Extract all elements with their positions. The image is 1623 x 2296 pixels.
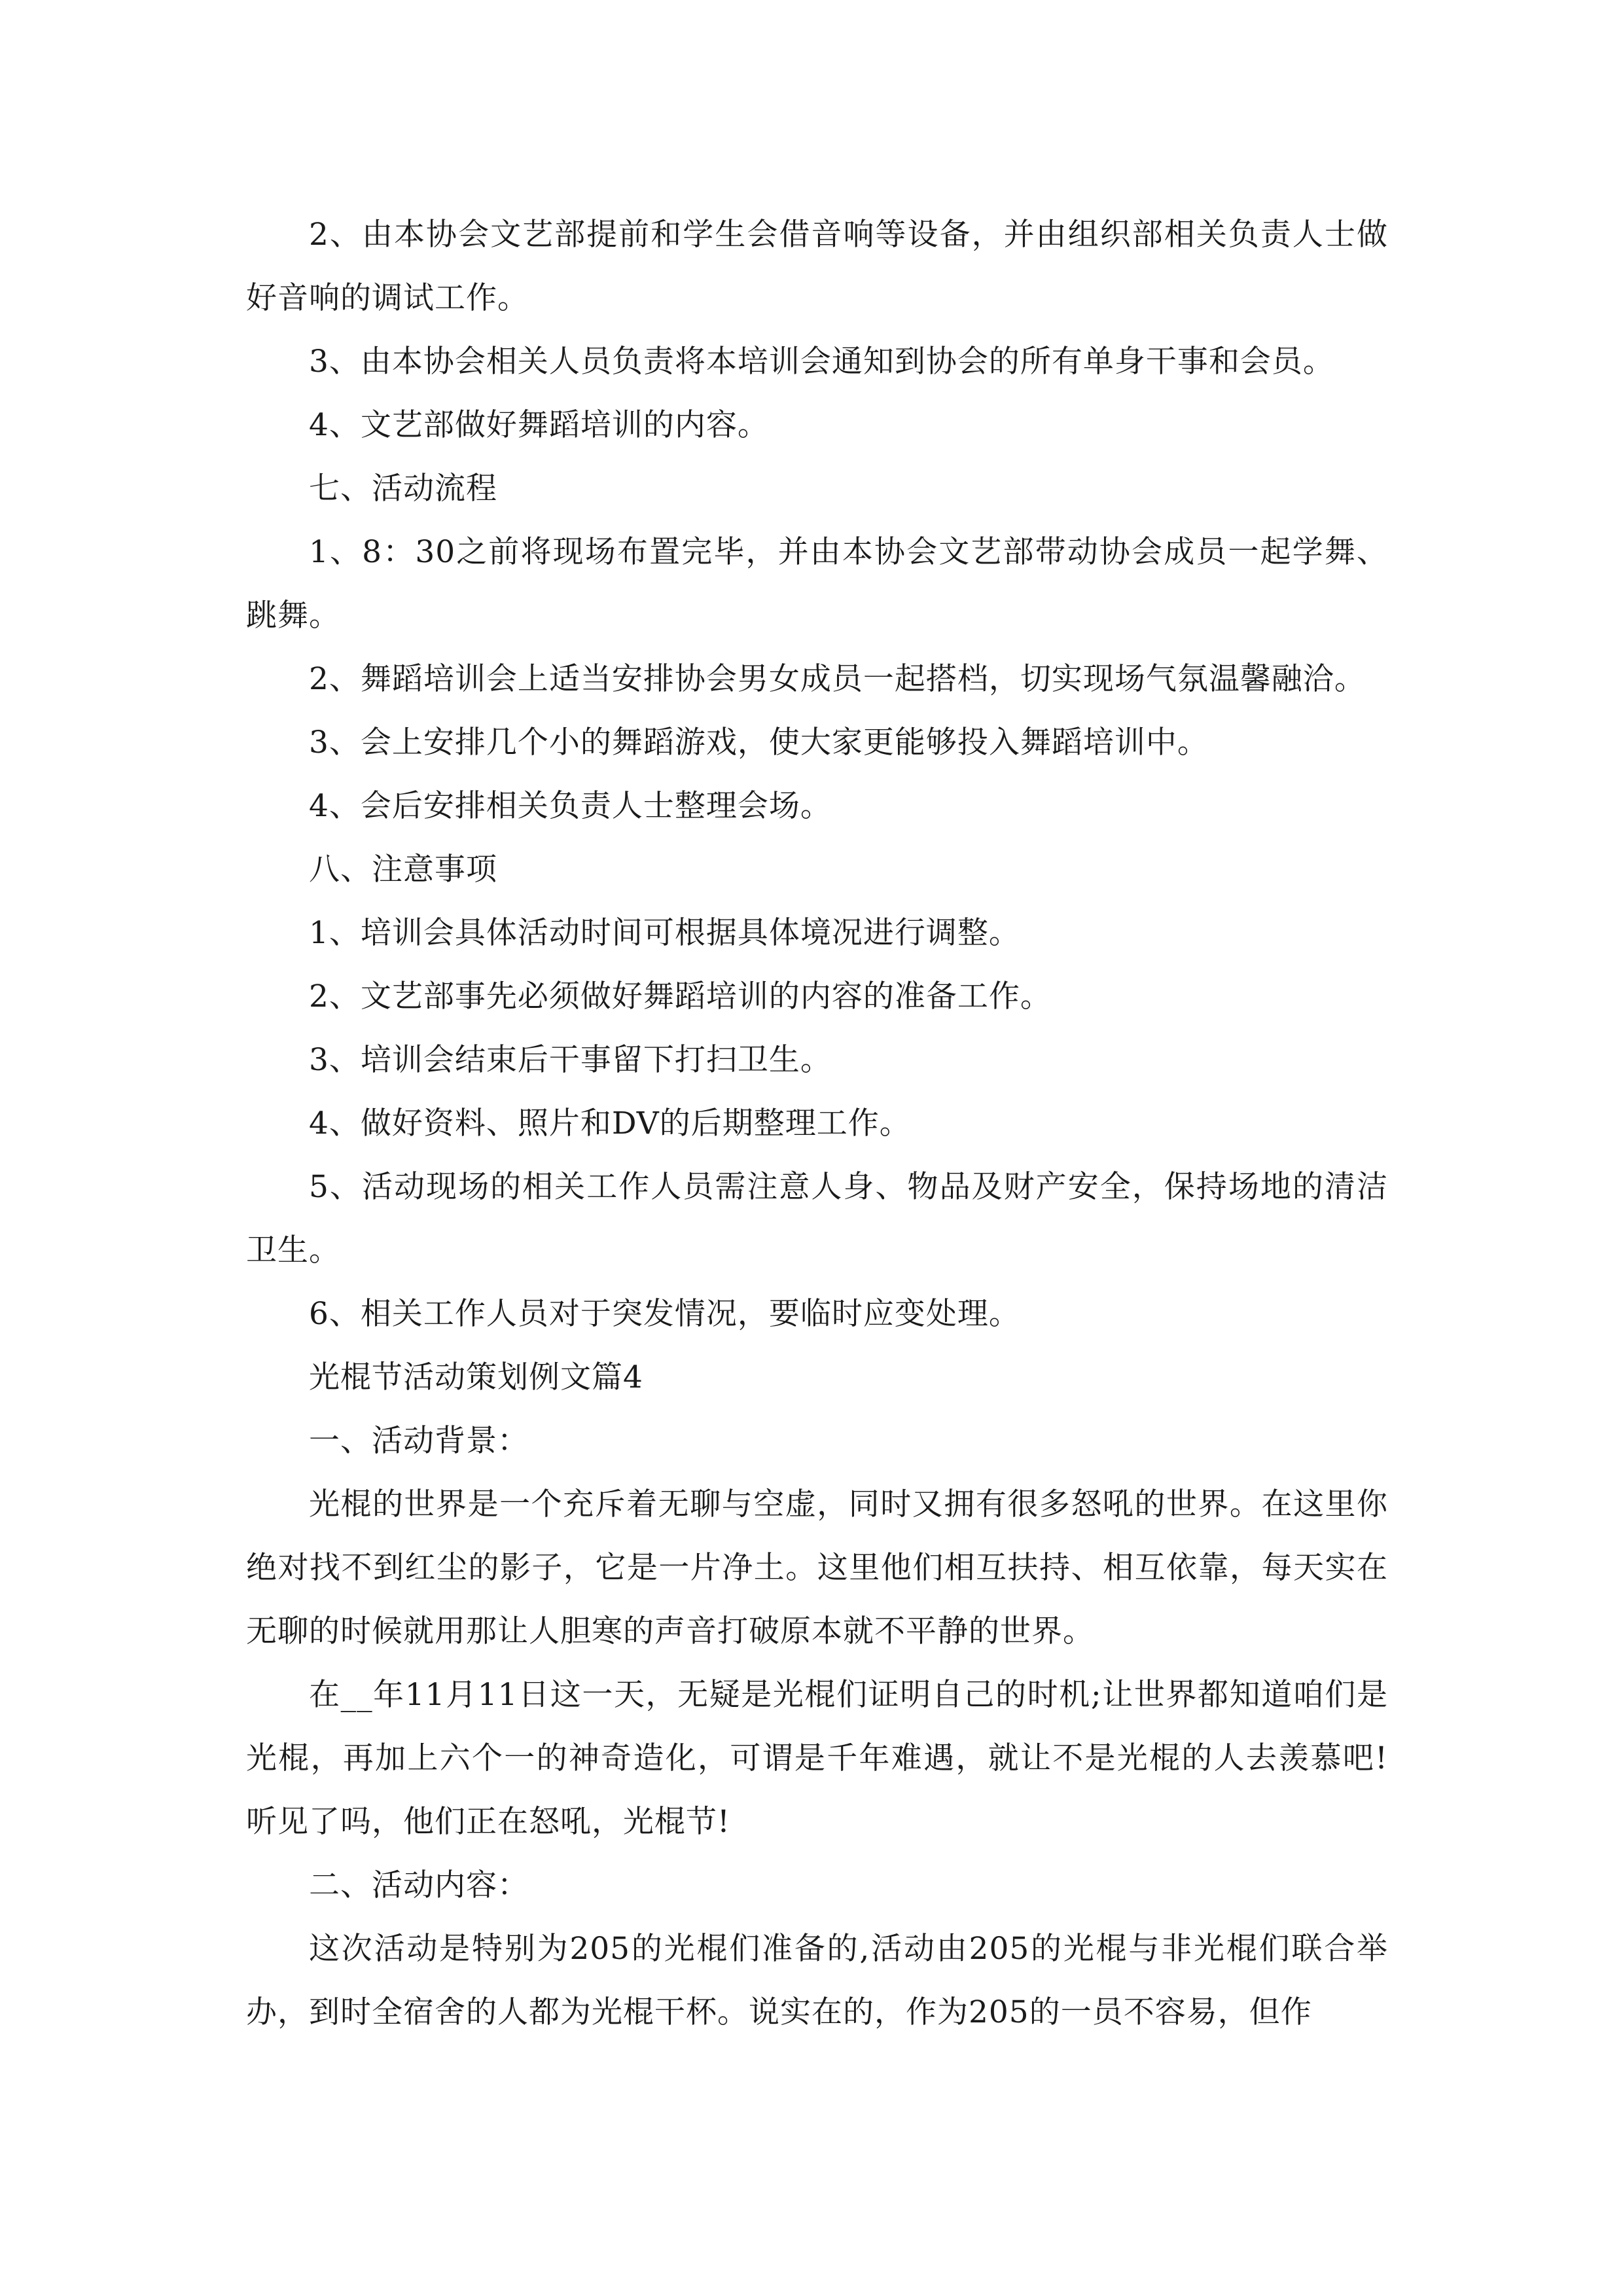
paragraph-prep-2: 2、由本协会文艺部提前和学生会借音响等设备，并由组织部相关负责人士做好音响的调试工作。 <box>246 217 1388 316</box>
paragraph-process-2: 2、舞蹈培训会上适当安排协会男女成员一起搭档，切实现场气氛温馨融洽。 <box>309 661 1366 697</box>
section-heading-process: 七、活动流程 <box>309 471 497 507</box>
paragraph-notes-3: 3、培训会结束后干事留下打扫卫生。 <box>309 1042 832 1078</box>
paragraph-process-4: 4、会后安排相关负责人士整理会场。 <box>309 788 832 824</box>
paragraph-notes-4: 4、做好资料、照片和DV的后期整理工作。 <box>309 1105 911 1141</box>
paragraph-notes-6: 6、相关工作人员对于突发情况，要临时应变处理。 <box>309 1296 1020 1332</box>
article-title: 光棍节活动策划例文篇4 <box>309 1359 643 1395</box>
paragraph-background-2: 在__年11月11日这一天，无疑是光棍们证明自己的时机;让世界都知道咱们是光棍，再加上六个一的神奇造化，可谓是千年难遇，就让不是光棍的人去羡慕吧!听见了吗，他们正在怒吼，光棍节! <box>246 1677 1388 1840</box>
document-body <box>246 203 1388 2044</box>
paragraph-process-1: 1、8：30之前将现场布置完毕，并由本协会文艺部带动协会成员一起学舞、跳舞。 <box>246 534 1388 634</box>
paragraph-notes-5: 5、活动现场的相关工作人员需注意人身、物品及财产安全，保持场地的清洁卫生。 <box>246 1169 1388 1268</box>
paragraph-process-3: 3、会上安排几个小的舞蹈游戏，使大家更能够投入舞蹈培训中。 <box>309 725 1209 761</box>
paragraph-content-1: 这次活动是特别为205的光棍们准备的,活动由205的光棍与非光棍们联合举办，到时全宿舍的人都为光棍干杯。说实在的，作为205的一员不容易，但作 <box>246 1931 1388 2030</box>
section-heading-notes: 八、注意事项 <box>309 852 497 888</box>
paragraph-prep-3: 3、由本协会相关人员负责将本培训会通知到协会的所有单身干事和会员。 <box>309 344 1334 380</box>
paragraph-notes-2: 2、文艺部事先必须做好舞蹈培训的内容的准备工作。 <box>309 978 1052 1014</box>
paragraph-notes-1: 1、培训会具体活动时间可根据具体境况进行调整。 <box>309 915 1020 951</box>
paragraph-prep-4: 4、文艺部做好舞蹈培训的内容。 <box>309 407 769 443</box>
paragraph-background-1: 光棍的世界是一个充斥着无聊与空虚，同时又拥有很多怒吼的世界。在这里你绝对找不到红尘的影子，它是一片净土。这里他们相互扶持、相互依靠，每天实在无聊的时候就用那让人胆寒的声音打破原本就不平静的世界。 <box>246 1486 1388 1649</box>
section-heading-content: 二、活动内容： <box>309 1867 529 1903</box>
section-heading-background: 一、活动背景： <box>309 1423 529 1459</box>
